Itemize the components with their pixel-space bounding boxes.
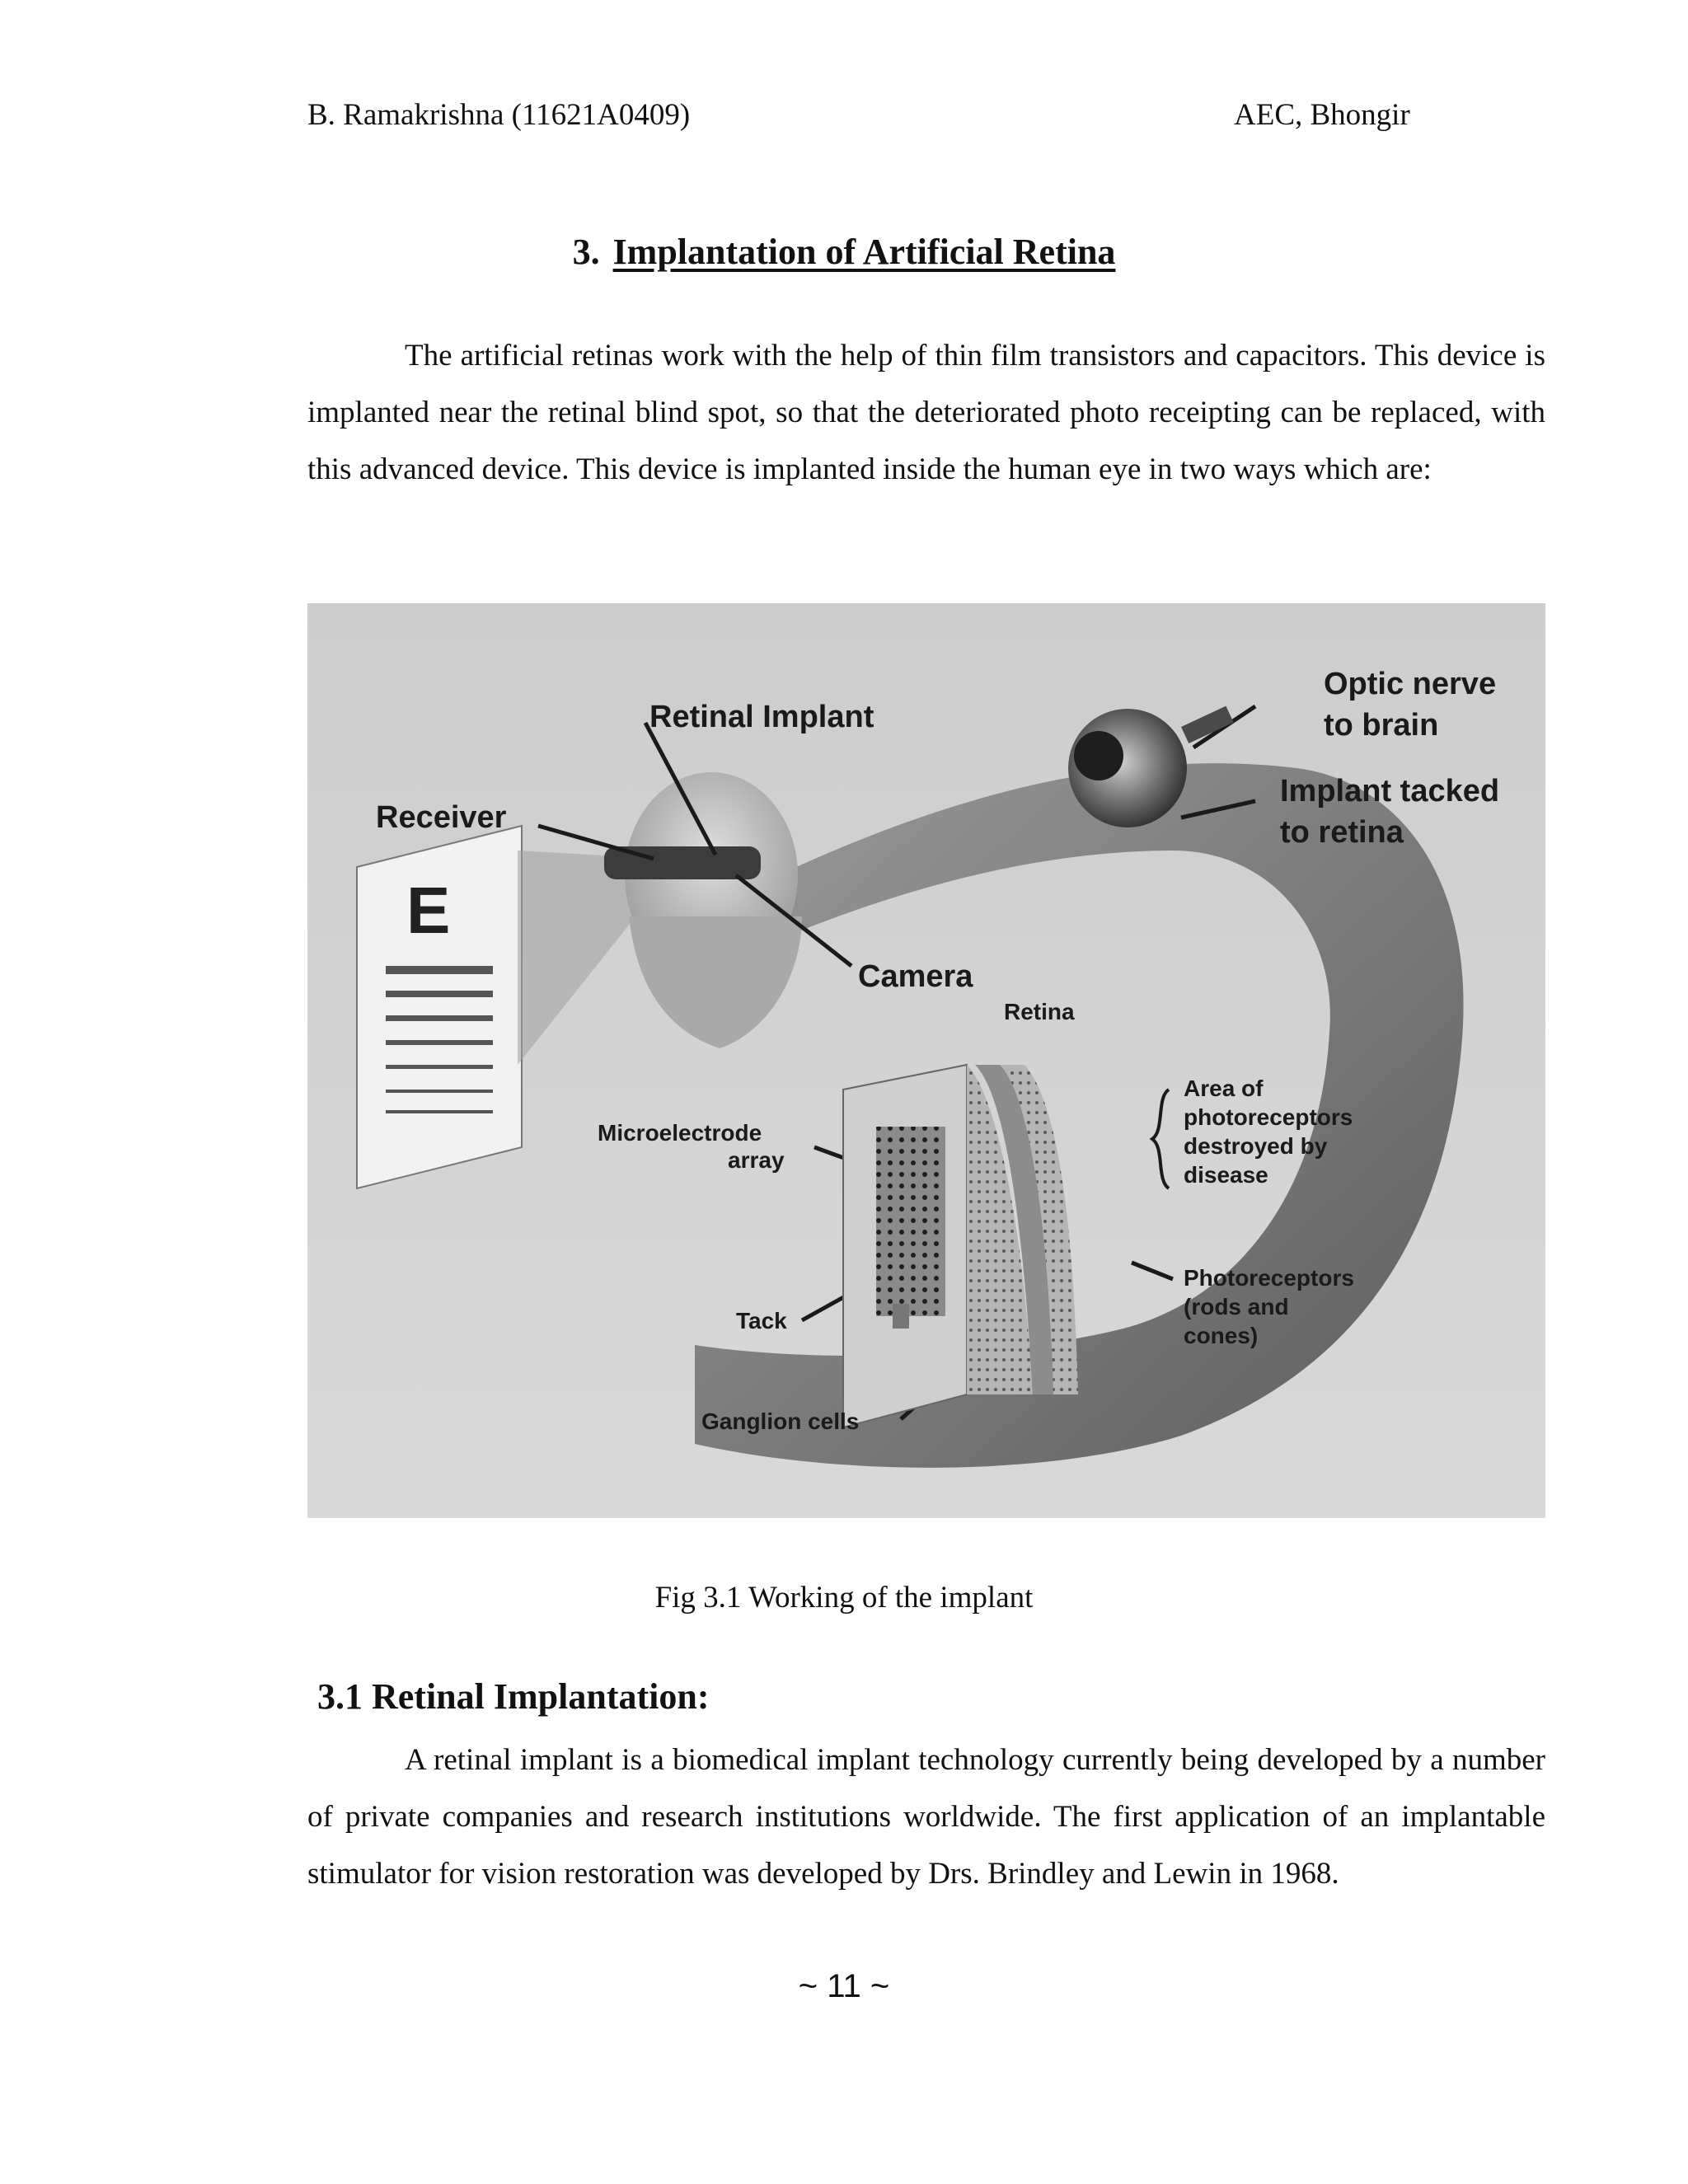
label-photoreceptors-3: cones) [1184, 1323, 1259, 1348]
chapter-title-text: Implantation of Artificial Retina [612, 232, 1116, 272]
chapter-number: 3. [572, 232, 600, 272]
label-implant-tacked-1: Implant tacked [1280, 774, 1500, 808]
label-camera: Camera [858, 959, 973, 994]
label-optic-nerve-2: to brain [1324, 708, 1439, 743]
label-optic-nerve-1: Optic nerve [1324, 667, 1497, 701]
retina-cross-section [843, 1065, 1078, 1427]
label-photoreceptors-2: (rods and [1184, 1294, 1289, 1319]
label-retina: Retina [1004, 999, 1075, 1024]
label-retinal-implant: Retinal Implant [649, 700, 874, 734]
chapter-title [0, 231, 1688, 273]
subsection-title: 3.1 Retinal Implantation: [317, 1676, 710, 1717]
label-implant-tacked-2: to retina [1280, 815, 1404, 850]
label-receiver: Receiver [376, 800, 507, 835]
header-institution: AEC, Bhongir [1234, 98, 1410, 132]
label-microelectrode-1: Microelectrode [598, 1120, 762, 1146]
label-area-2: photoreceptors [1184, 1104, 1353, 1130]
implant-illustration [307, 603, 1545, 1518]
label-photoreceptors-1: Photoreceptors [1184, 1265, 1354, 1291]
microelectrode-array-icon [876, 1127, 945, 1316]
subsection-paragraph [307, 1732, 1545, 1902]
label-area-3: destroyed by [1184, 1133, 1328, 1159]
figure-implant-diagram [307, 603, 1545, 1518]
intro-paragraph [307, 327, 1545, 498]
label-area-1: Area of [1184, 1076, 1264, 1101]
label-area-4: disease [1184, 1162, 1268, 1188]
eye-chart-icon [357, 826, 522, 1188]
svg-text:E: E [406, 874, 451, 947]
subsection-paragraph-text: A retinal implant is a biomedical implant technology currently being developed by a number of private companies and research institutions worldwide. The first application of an implantable stimulator for vision restoration was developed by Drs. Brindley and Lewin in 1968. [307, 1743, 1545, 1891]
figure-caption: Fig 3.1 Working of the implant [654, 1581, 1034, 1615]
intro-paragraph-text: The artificial retinas work with the help of thin film transistors and capacitors. This device is implanted near the retinal blind spot, so that the deteriorated photo receipting can be replaced, with this advanced device. This device is implanted inside the human eye in two ways which are: [307, 339, 1545, 486]
label-tack: Tack [736, 1308, 787, 1333]
header-author: B. Ramakrishna (11621A0409) [307, 98, 691, 132]
page-number: ~ 11 ~ [798, 1968, 890, 2004]
label-ganglion-cells: Ganglion cells [701, 1408, 860, 1434]
label-microelectrode-2: array [728, 1147, 785, 1173]
